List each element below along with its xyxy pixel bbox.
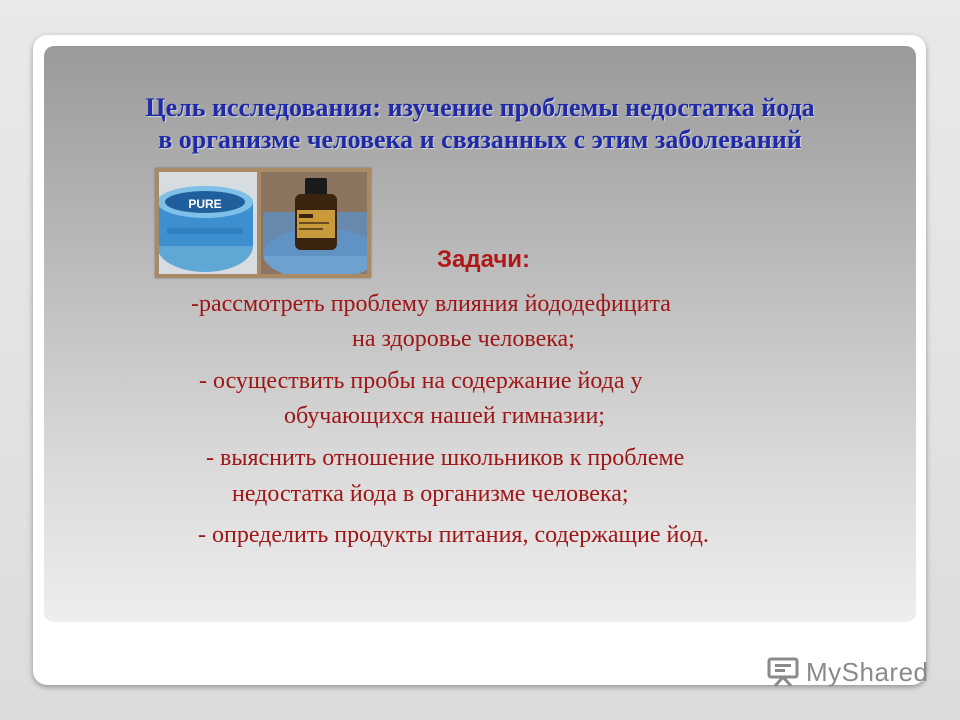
jar-label-text: PURE	[188, 197, 222, 211]
task-line-7: - определить продукты питания, содержащие йод.	[198, 522, 709, 548]
task-line-3: - осуществить пробы на содержание йода у	[199, 368, 643, 394]
title-line-1: Цель исследования: изучение проблемы недостатка йода	[145, 93, 815, 122]
myshared-watermark	[766, 655, 929, 689]
slide-title	[0, 92, 960, 156]
iodine-products-photo	[155, 168, 371, 278]
watermark-text: MyShared	[806, 656, 929, 687]
task-line-1: -рассмотреть проблему влияния йододефицита	[191, 291, 671, 317]
tasks-heading: Задачи:	[437, 246, 531, 273]
task-line-2: на здоровье человека;	[352, 326, 575, 352]
title-line-2: в организме человека и связанных с этим заболеваний	[158, 125, 802, 154]
task-line-5: - выяснить отношение школьников к проблеме	[206, 445, 685, 471]
iodine-bottle-image	[261, 172, 367, 274]
task-line-4: обучающихся нашей гимназии;	[284, 403, 605, 429]
presentation-board-icon	[766, 657, 800, 687]
iodized-salt-jar-image	[159, 172, 257, 274]
task-line-6: недостатка йода в организме человека;	[232, 481, 629, 507]
